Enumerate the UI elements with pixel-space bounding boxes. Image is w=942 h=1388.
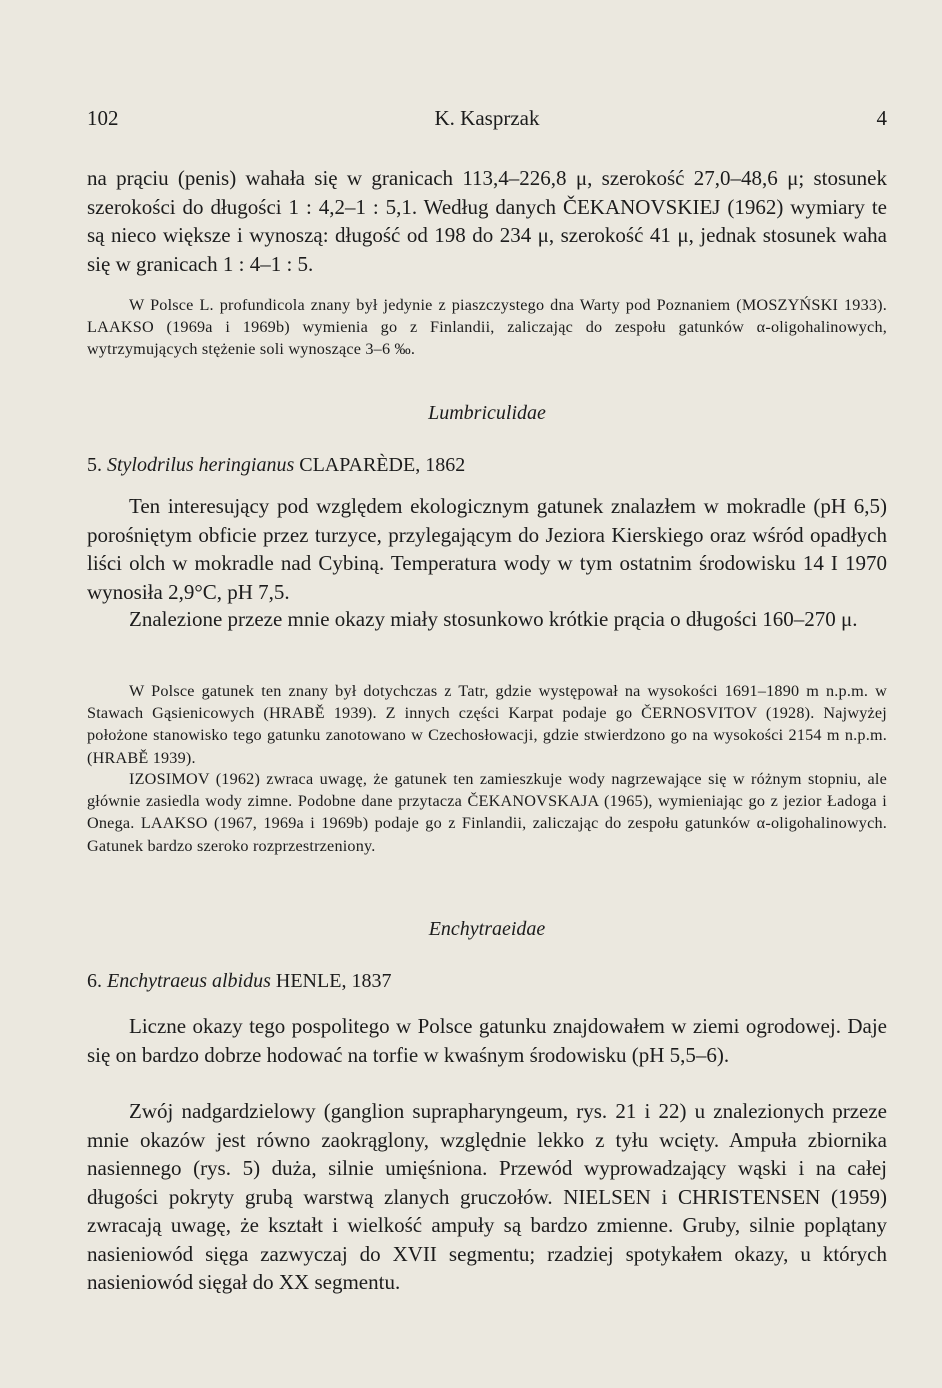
paragraph-text: Liczne okazy tego pospolitego w Polsce gatunku znajdowałem w ziemi ogrodowej. Daje się on bardzo dobrze hodować na torfie w kwaśnym środowisku (pH 5,5–6). [87,1014,887,1067]
section-number: 4 [876,106,887,130]
species-heading [87,970,887,993]
note-paragraph [87,680,887,769]
page-number: 102 [87,106,119,130]
paragraph-text: Znalezione przeze mnie okazy miały stosunkowo krótkie prącia o długości 160–270 μ. [129,607,858,631]
species-heading [87,454,887,477]
paragraph-text: na prąciu (penis) wahała się w granicach 113,4–226,8 μ, szerokość 27,0–48,6 μ; stosunek szerokości do długości 1 : 4,2–1 : 5,1. Według danych ČEKANOVSKIEJ (1962) wymiary te są nieco większe i wynoszą: długość od 198 do 234 μ, szerokość 41 μ, jednak stosunek waha się w granicach 1 : 4–1 : 5. [87,166,887,276]
body-paragraph [87,605,887,634]
paragraph-text: Zwój nadgardzielowy (ganglion suprapharyngeum, rys. 21 i 22) u znalezionych przeze mnie okazów jest równo zaokrąglony, względnie lekko z tyłu wcięty. Ampuła zbiornika nasiennego (rys. 5) duża, silnie umięśniona. Przewód wyprowadzający wąski i na całej długości pokryty grubą warstwą zlanych gruczołów. NIELSEN i CHRISTENSEN (1959) zwracają uwagę, że kształt i wielkość ampuły są bardzo zmienne. Gruby, silnie poplątany nasieniowód sięga zazwyczaj do XVII segmentu; rzadziej spotykałem okazy, u których nasieniowód sięgał do XX segmentu. [87,1099,887,1294]
paragraph-text: Ten interesujący pod względem ekologicznym gatunek znalazłem w mokradle (pH 6,5) porośniętym obficie przez turzyce, przylegającym do Jeziora Kierskiego oraz wśród opadłych liści olch w mokradle nad Cybiną. Temperatura wody w tym ostatnim środowisku 14 I 1970 wynosiła 2,9°C, pH 7,5. [87,494,887,604]
running-author: K. Kasprzak [434,106,540,130]
body-paragraph [87,1012,887,1069]
species-genus: Enchytraeus [107,970,207,992]
note-text: IZOSIMOV (1962) zwraca uwagę, że gatunek ten zamieszkuje wody nagrzewające się w różnym stopniu, ale głównie zasiedla wody zimne. Podobne dane przytacza ČEKANOVSKAJA (1965), wymieniając go z jezior Ładoga i Onega. LAAKSO (1967, 1969a i 1969b) podaje go z Finlandii, zaliczając do zespołu gatunków α-oligohalinowych. Gatunek bardzo szeroko rozprzestrzeniony. [87,770,887,855]
species-authority: HENLE [275,970,342,992]
species-genus: Stylodrilus [107,454,194,476]
species-number: 5. [87,454,102,476]
species-number: 6. [87,970,102,992]
note-text: W Polsce gatunek ten znany był dotychczas z Tatr, gdzie występował na wysokości 1691–1890 m n.p.m. w Stawach Gąsienicowych (HRABĚ 1939). Z innych części Karpat podaje go ČERNOSVITOV (1928). Najwyżej położone stanowisko tego gatunku zanotowano w Czechosłowacji, gdzie stwierdzono go na wysokości 2154 m n.p.m. (HRABĚ 1939). [87,682,887,767]
running-header [87,106,887,136]
paragraph-continuation [87,164,887,278]
species-year: , 1837 [341,970,392,992]
body-paragraph [87,492,887,606]
species-epithet: albidus [211,970,271,992]
note-text: W Polsce L. profundicola znany był jedynie z piaszczystego dna Warty pod Poznaniem (MOSZYŃSKI 1933). LAAKSO (1969a i 1969b) wymienia go z Finlandii, zaliczając do zespołu gatunków α-oligohalinowych, wytrzymujących stężenie soli wynoszące 3–6 ‰. [87,296,887,359]
note-paragraph [87,294,887,361]
species-epithet: heringianus [198,454,295,476]
species-year: , 1862 [415,454,466,476]
note-paragraph [87,768,887,857]
family-heading: Enchytraeidae [428,918,546,940]
body-paragraph [87,1097,887,1297]
family-heading: Lumbriculidae [428,402,546,424]
species-authority: CLAPARÈDE [299,454,416,476]
